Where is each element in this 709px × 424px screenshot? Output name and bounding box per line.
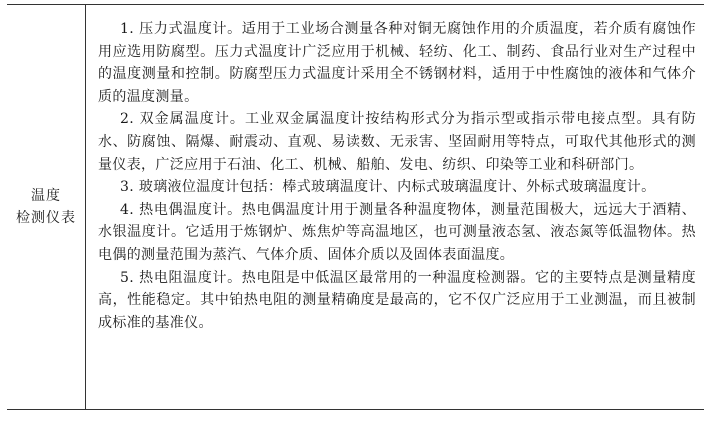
paragraph-pressure-thermometer: 1. 压力式温度计。适用于工业场合测量各种对铜无腐蚀作用的介质温度，若介质有腐蚀作用应选用防腐型。压力式温度计广泛应用于机械、轻纺、化工、制药、食品行业对生产过程中的温度测量和控制。防腐型压力式温度计采用全不锈钢材料，适用于中性腐蚀的液体和气体介质的温度测量。 (98, 21, 696, 105)
paragraph-resistance-thermometer: 5. 热电阻温度计。热电阻是中低温区最常用的一种温度检测器。它的主要特点是测量精度高，性能稳定。其中铂热电阻的测量精确度是最高的，它不仅广泛应用于工业测温，而且被制成标准的基准仪。 (98, 269, 696, 331)
paragraph-thermocouple-thermometer: 4. 热电偶温度计。热电偶温度计用于测量各种温度物体，测量范围极大，远远大于酒精、水银温度计。它适用于炼钢炉、炼焦炉等高温地区，也可测量液态氢、液态氮等低温物体。热电偶的测量范围为蒸汽、气体介质、固体介质以及固体表面温度。 (98, 201, 696, 263)
row-label-line-1: 温度 (31, 188, 61, 204)
paragraph-glass-thermometer: 3. 玻璃液位温度计包括：棒式玻璃温度计、内标式玻璃温度计、外标式玻璃温度计。 (120, 179, 656, 196)
paragraph-bimetal-thermometer: 2. 双金属温度计。工业双金属温度计按结构形式分为指示型或指示带电接点型。具有防水、防腐蚀、隔爆、耐震动、直观、易读数、无汞害、坚固耐用等特点，可取代其他形式的测量仪表，广泛应用于石油、化工、机械、船舶、发电、纺织、印染等工业和科研部门。 (98, 111, 696, 173)
row-label-line-2: 检测仪表 (16, 210, 76, 226)
content-cell (86, 5, 704, 409)
instrument-table (7, 4, 704, 410)
row-label-cell (7, 5, 86, 409)
